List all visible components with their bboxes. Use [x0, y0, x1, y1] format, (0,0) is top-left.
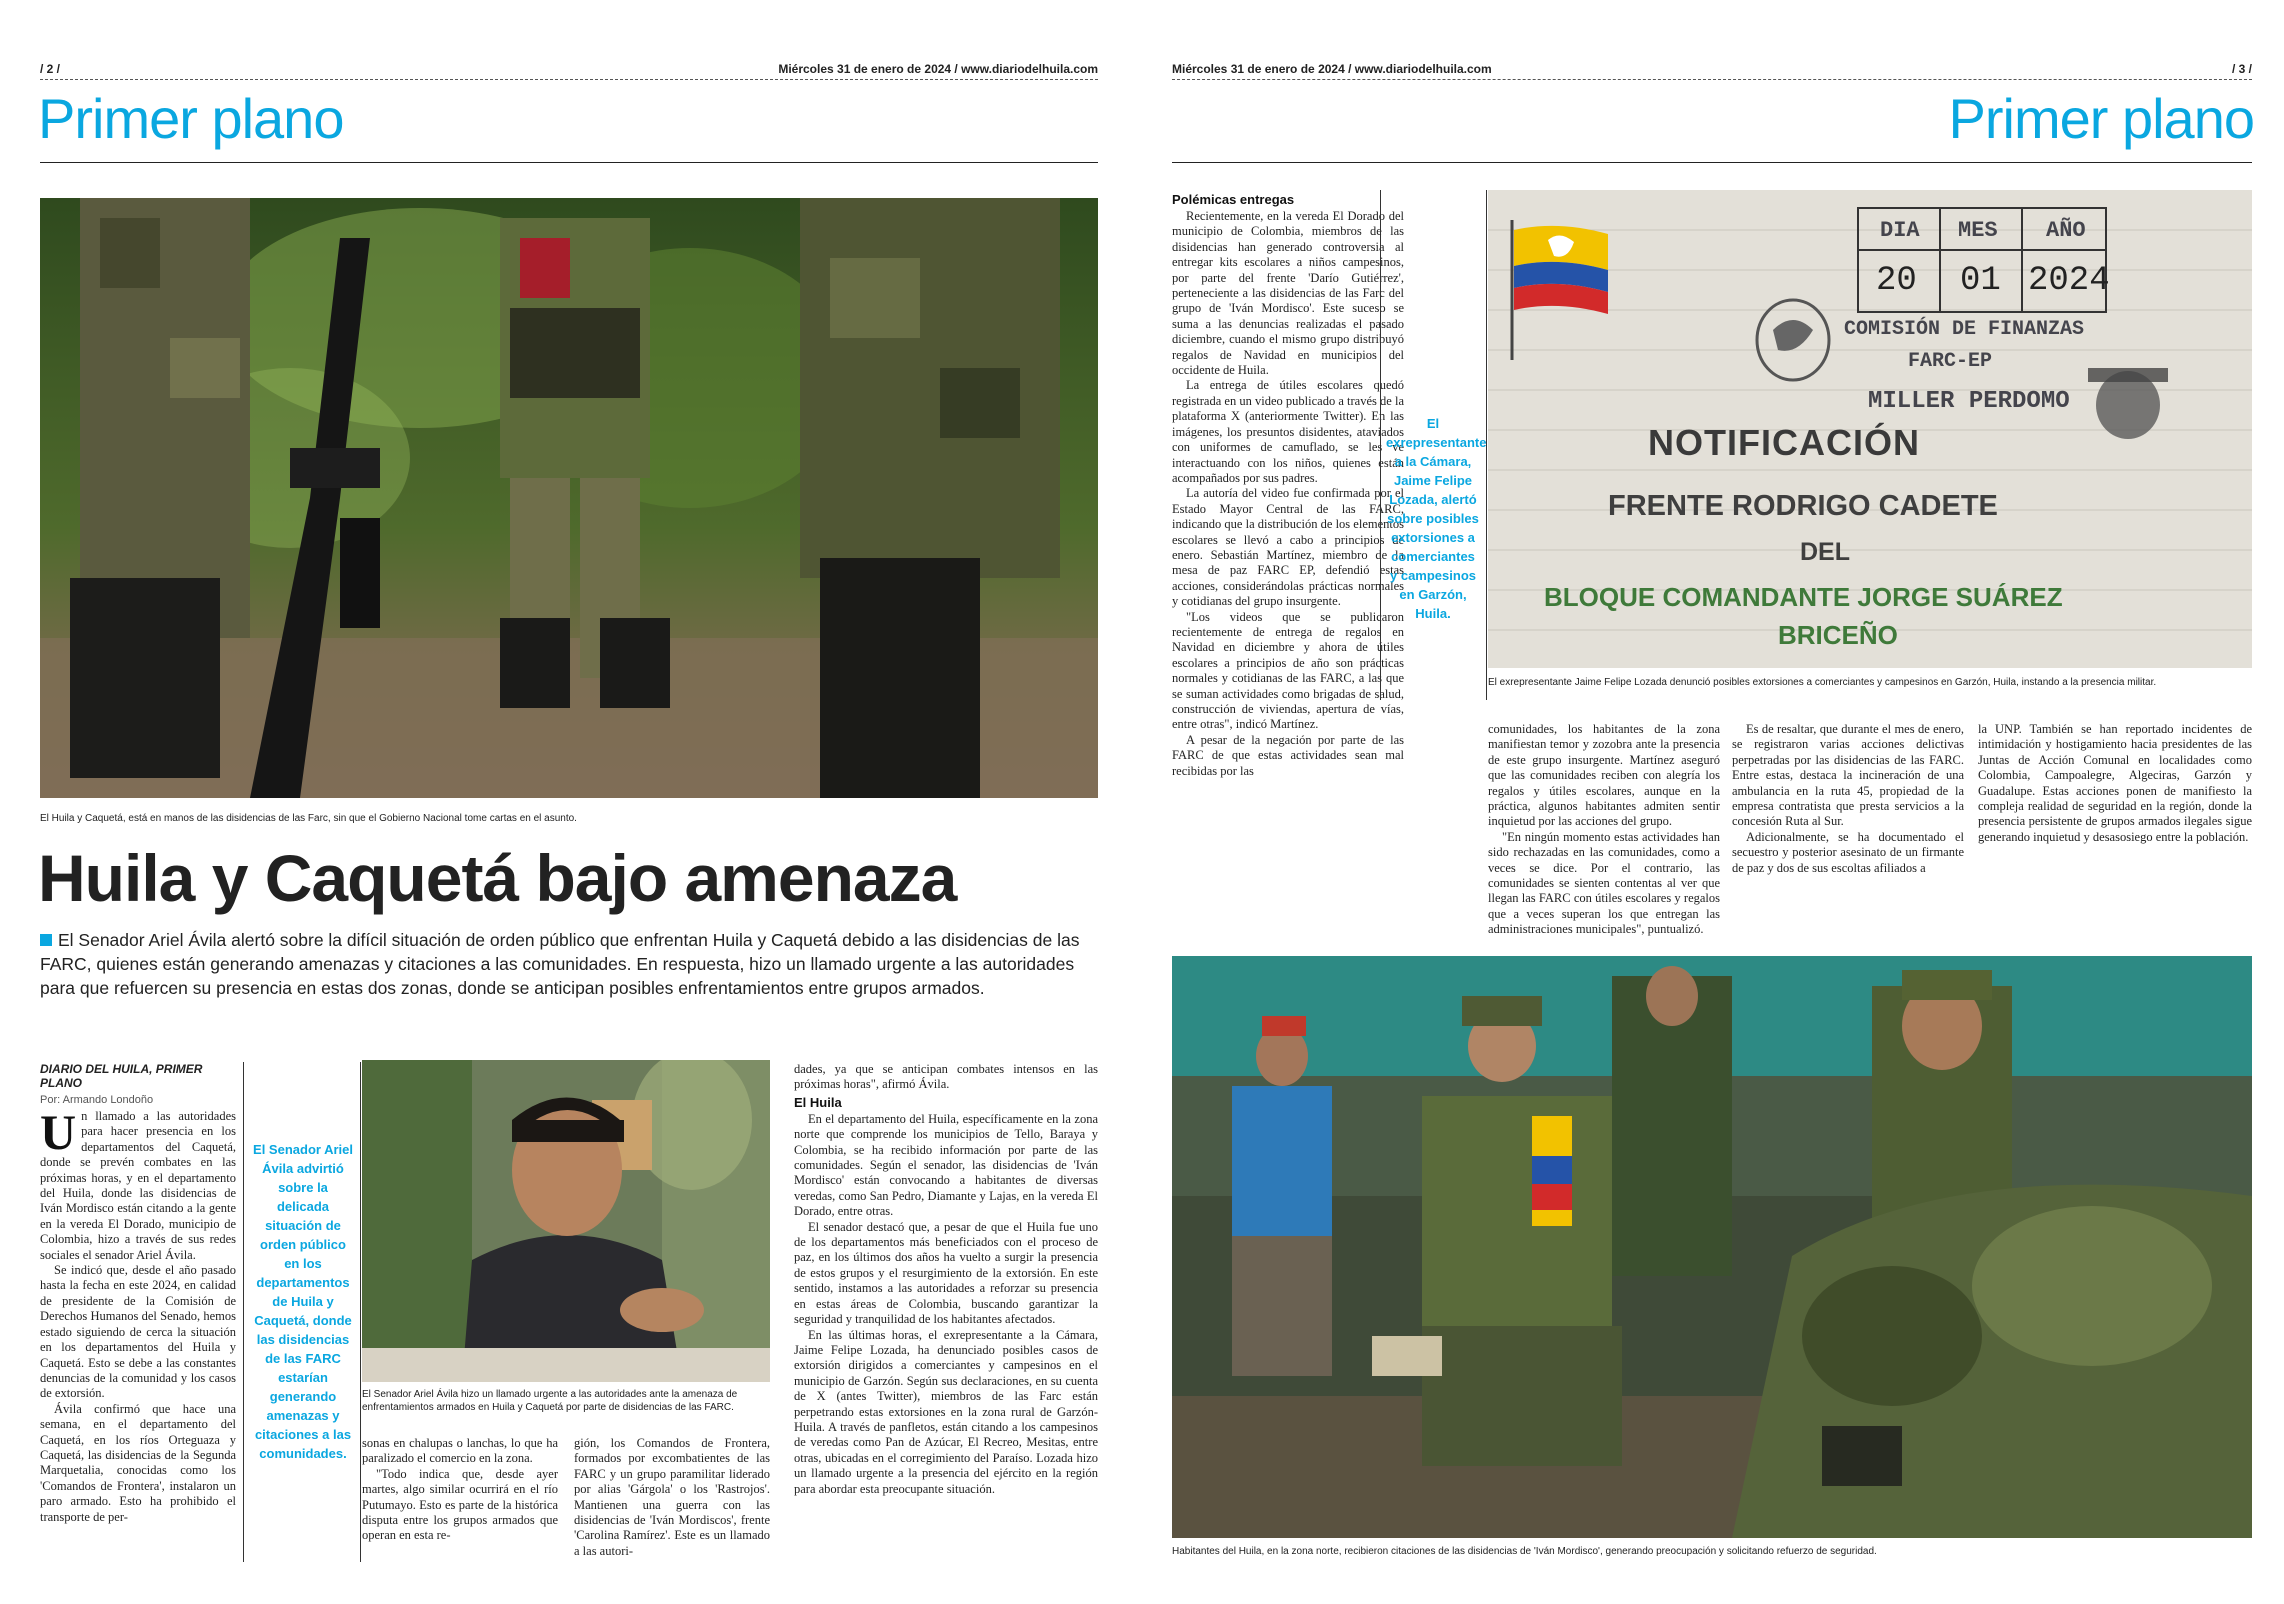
col1-paragraph-1: n llamado a las autoridades para hacer presencia en los departamentos del Caquetá, donde se prevén combates en las próximas horas, y en el departamento del Huila, donde las disidencias de Iván Mordisco están citando a la gente en la vereda El Dorado, municipio de Colombia, hizo a través de sus redes sociales el senador Ariel Ávila.	[40, 1109, 236, 1262]
senator-photo-illustration	[362, 1060, 770, 1382]
notice-label-month: MES	[1958, 218, 1998, 243]
col7-paragraph-2: Adicionalmente, se ha documentado el secuestro y posterior asesinato de un firmante de paz y dos de sus escoltas afiliados a	[1732, 829, 1964, 875]
col4-paragraph-0: dades, ya que se anticipan combates intensos en las próximas horas", afirmó Ávila.	[794, 1062, 1098, 1092]
notice-month: 01	[1960, 262, 2001, 300]
header-divider-left	[40, 79, 1098, 80]
col1-paragraph-2: Se indicó que, desde el año pasado hasta la fecha en este 2024, en calidad de presidente de la Comisión de Derechos Humanos del Senado, hemos estado siguiendo de cerca la situación en los departamentos del Huila y Caquetá. Esto se debe a las constantes denuncias de la comunidad y los casos de extorsión.	[40, 1263, 236, 1401]
dropcap: U	[40, 1104, 77, 1160]
article-column-3	[574, 1436, 770, 1559]
notice-stamp-comision: COMISIÓN DE FINANZAS	[1844, 318, 2085, 341]
byline-author: Por: Armando Londoño	[40, 1094, 154, 1106]
notice-label-year: AÑO	[2046, 218, 2086, 243]
col5-paragraph-3: La autoría del video fue confirmada por el Estado Mayor Central de las FARC, indicando que la distribución de los elementos escolares se llevó a cabo a principios de enero. Sebastián Martínez, miembro de la mesa de paz FARC EP, defendió estas acciones, considerándolas prácticas normales y cotidianas del grupo insurgente.	[1172, 486, 1404, 609]
col5-paragraph-5: A pesar de la negación por parte de las FARC de que estas actividades sean mal recibidas por las	[1172, 732, 1404, 778]
col5-paragraph-2: La entrega de útiles escolares quedó registrada en un video publicado a través de la plataforma X (anteriormente Twitter). En las imágenes, los presuntos disidentes, ataviados con uniformes de camuflado, se les ve interactuando con los niños, quienes están acompañados por sus padres.	[1172, 378, 1404, 485]
notice-day: 20	[1876, 262, 1917, 300]
hero-photo-caption: El Huila y Caquetá, está en manos de las disidencias de las Farc, sin que el Gobierno Nacional tome cartas en el asunto.	[40, 813, 577, 824]
col5-paragraph-4: "Los videos que se publicaron recientemente de entrega de regalos en Navidad en diciembre y ahora de útiles escolares a principios de año son prácticas normales y cotidianas de las FARC, a las que se suman actividades como brigadas de salud, construcción de viviendas, apertura de vías, entre otras", indicó Martínez.	[1172, 609, 1404, 732]
pullquote-right: El exrepresentante a la Cámara, Jaime Felipe Lozada, alertó sobre posibles extorsiones a comerciantes y campesinos en Garzón, Huila.	[1386, 416, 1487, 621]
article-column-1	[40, 1104, 236, 1525]
notice-title: NOTIFICACIÓN	[1648, 422, 1920, 463]
bottom-photo-caption: Habitantes del Huila, en la zona norte, recibieron citaciones de las disidencias de 'Iván Mordisco', generando preocupación y solicitando refuerzo de seguridad.	[1172, 1546, 1877, 1557]
col1-paragraph-3: Ávila confirmó que hace una semana, en el departamento del Caquetá, en los ríos Orteguaza y Caquetá, las disidencias de la Segunda Marquetalia, conocidas como los 'Comandos de Frontera', instalaron un paro armado. Esto ha prohibido el transporte de per-	[40, 1401, 236, 1524]
col5-paragraph-1: Recientemente, en la vereda El Dorado del municipio de Colombia, miembros de las disidencias han generado controversia al entregar kits escolares a niños campesinos, por parte del frente 'Darío Gutiérrez', perteneciente a las disidencias de las Farc del grupo de 'Iván Mordisco'. Este suceso se suma a las denuncias realizadas el pasado diciembre, cuando el mismo grupo distribuyó regalos de Navidad en municipios del occidente de Huila.	[1172, 209, 1404, 378]
pullquote2-rule-left	[1380, 190, 1381, 700]
senator-photo	[362, 1060, 770, 1382]
section-title-right: Primer plano	[1948, 87, 2254, 150]
notice-line-bloque: BLOQUE COMANDANTE JORGE SUÁREZ	[1544, 582, 2063, 612]
right-page	[1142, 0, 2284, 1604]
pullquote-rule-left	[243, 1062, 244, 1562]
bottom-photo-armed-group	[1172, 956, 2252, 1538]
col8-paragraph-1: la UNP. También se han reportado incidentes de intimidación y hostigamiento hacia presidentes de las Juntas de Acción Comunal en localidades como Colombia, Campoalegre, Algeciras, Garzón y Guadalupe. Estas acciones ponen de manifiesto la compleja realidad de seguridad en la región, donde la presencia persistente de grupos armados ilegales sigue generando inquietud y desasosiego entre la población.	[1978, 722, 2252, 844]
lead-square-bullet	[40, 934, 52, 946]
col2-paragraph-2: "Todo indica que, desde ayer martes, algo similar ocurrirá en el río Putumayo. Esto es parte de la histórica disputa entre los grupos armados que operan en esta re-	[362, 1466, 558, 1543]
col4-paragraph-2: El senador destacó que, a pesar de que el Huila fue uno de los departamentos más beneficiados con el proceso de paz, en los últimos dos años ha vuelto a surgir la presencia de estos grupos y el resurgimiento de la extorsión. En este sentido, instamos a las autoridades a reforzar su presencia en estas áreas de Colombia, buscando garantizar la seguridad y tranquilidad de los habitantes afectados.	[794, 1219, 1098, 1327]
article-column-8	[1978, 722, 2252, 845]
col6-paragraph-2: "En ningún momento estas actividades han sido rechazadas en las comunidades, como a veces se dice. Por el contrario, las comunidades se sienten contentas al ver que llegan las FARC con útiles escolares y regalos que a veces superan los que entregan las administraciones municipales", puntualizó.	[1488, 829, 1720, 937]
bottom-photo-illustration	[1172, 956, 2252, 1538]
notice-line-del: DEL	[1800, 538, 1850, 566]
notice-stamp-farc: FARC-EP	[1908, 350, 1993, 373]
section-rule-left	[40, 162, 1098, 163]
notice-line-briceno: BRICEÑO	[1778, 620, 1898, 650]
article-column-4	[794, 1062, 1098, 1497]
article-column-5	[1172, 190, 1404, 779]
notice-photo-caption: El exrepresentante Jaime Felipe Lozada denunció posibles extorsiones a comerciantes y campesinos en Garzón, Huila, instando a la presencia militar.	[1488, 677, 2157, 688]
hero-photo-soldiers	[40, 198, 1098, 798]
col6-paragraph-1: comunidades, los habitantes de la zona manifiestan temor y zozobra ante la presencia de este grupo insurgente. Martínez aseguró que las comunidades reciben con alegría los regalos y útiles escolares, aunque en la práctica, algunos habitantes admiten sentir inquietud por las acciones del grupo.	[1488, 722, 1720, 829]
header-date-site-right: Miércoles 31 de enero de 2024 / www.diariodelhuila.com	[1172, 62, 1492, 76]
col4-paragraph-3: En las últimas horas, el exrepresentante a la Cámara, Jaime Felipe Lozada, ha denunciado posibles casos de extorsión dirigidos a comerciantes y campesinos en el municipio de Garzón. Según sus declaraciones, en su cuenta de X (antes Twitter), miembros de las Farc están perpetrando estas extorsiones en la zona rural de Garzón-Huila. A través de panfletos, están citando a los campesinos de veredas como Pan de Azúcar, El Recreo, Mesitas, entre otras, ubicadas en el corregimiento del Paraíso. Lozada hizo un llamado urgente a la presencia del ejército en la región para abordar esta preocupante situación.	[794, 1327, 1098, 1496]
page-number-right: / 3 /	[2231, 62, 2252, 76]
notice-line-frente: FRENTE RODRIGO CADETE	[1608, 490, 1998, 522]
notice-photo	[1488, 190, 2252, 668]
article-column-7	[1732, 722, 1964, 876]
col7-paragraph-1: Es de resaltar, que durante el mes de enero, se registraron varias acciones delictivas perpetradas por las disidencias de las FARC. Entre estas, destaca la incineración de una ambulancia en la ruta 45, propiedad de la empresa contratista que presta servicios a la concesión Ruta al Sur.	[1732, 722, 1964, 829]
section-rule-right	[1172, 162, 2252, 163]
page-number-left: / 2 /	[40, 62, 61, 76]
senator-photo-caption: El Senador Ariel Ávila hizo un llamado urgente a las autoridades ante la amenaza de enfrentamientos armados en Huila y Caquetá por parte de disidencias de las FARC.	[362, 1389, 738, 1413]
lead-text: El Senador Ariel Ávila alertó sobre la difícil situación de orden público que enfrentan Huila y Caquetá debido a las disidencias de las FARC, quienes están generando amenazas y citaciones a las comunidades. En respuesta, hizo un llamado urgente a las autoridades para que refuercen su presencia en estas dos zonas, donde se anticipan posibles enfrentamientos entre grupos armados.	[40, 930, 1080, 998]
article-column-6	[1488, 722, 1720, 938]
notice-year: 2024	[2028, 262, 2110, 300]
header-divider-right	[1172, 79, 2252, 80]
subhead-polemicas-entregas: Polémicas entregas	[1172, 192, 1295, 207]
lead-paragraph	[40, 928, 1098, 1000]
col3-paragraph-1: gión, los Comandos de Frontera, formados por excombatientes de las FARC y un grupo paramilitar liderado por alias 'Gárgola' o los 'Rastrojos'. Mantienen una guerra con las disidencias de 'Iván Mordiscos', frente 'Carolina Ramírez'. Este es un llamado a las autori-	[574, 1436, 770, 1558]
col2-paragraph-1: sonas en chalupas o lanchas, lo que ha paralizado el comercio en la zona.	[362, 1436, 558, 1466]
pullquote2-rule-right	[1486, 190, 1487, 700]
headline: Huila y Caquetá bajo amenaza	[38, 841, 957, 915]
article-column-2	[362, 1436, 558, 1544]
byline-source: DIARIO DEL HUILA, PRIMER PLANO	[40, 1062, 203, 1090]
subhead-el-huila: El Huila	[794, 1094, 842, 1110]
hero-photo-illustration	[40, 198, 1098, 798]
notice-label-day: DIA	[1880, 218, 1920, 243]
section-title-left: Primer plano	[38, 87, 344, 150]
notice-stamp-miller: MILLER PERDOMO	[1868, 388, 2070, 415]
header-date-site-left: Miércoles 31 de enero de 2024 / www.diariodelhuila.com	[778, 62, 1098, 76]
col4-paragraph-1: En el departamento del Huila, específicamente en la zona norte que comprende los municipios de Tello, Baraya y Colombia, se ha recibido información por parte de las comunidades. Según el senador, las disidencias de 'Iván Mordisco' están convocando a habitantes de diversas veredas, como San Pedro, Diamante y Lajas, en la vereda El Dorado, entre otras.	[794, 1111, 1098, 1219]
pullquote-rule-right	[360, 1062, 361, 1562]
pullquote-left: El Senador Ariel Ávila advirtió sobre la delicada situación de orden público en los departamentos de Huila y Caquetá, donde las disidencias de las FARC estarían generando amenazas y citaciones a las comunidades.	[253, 1142, 353, 1461]
